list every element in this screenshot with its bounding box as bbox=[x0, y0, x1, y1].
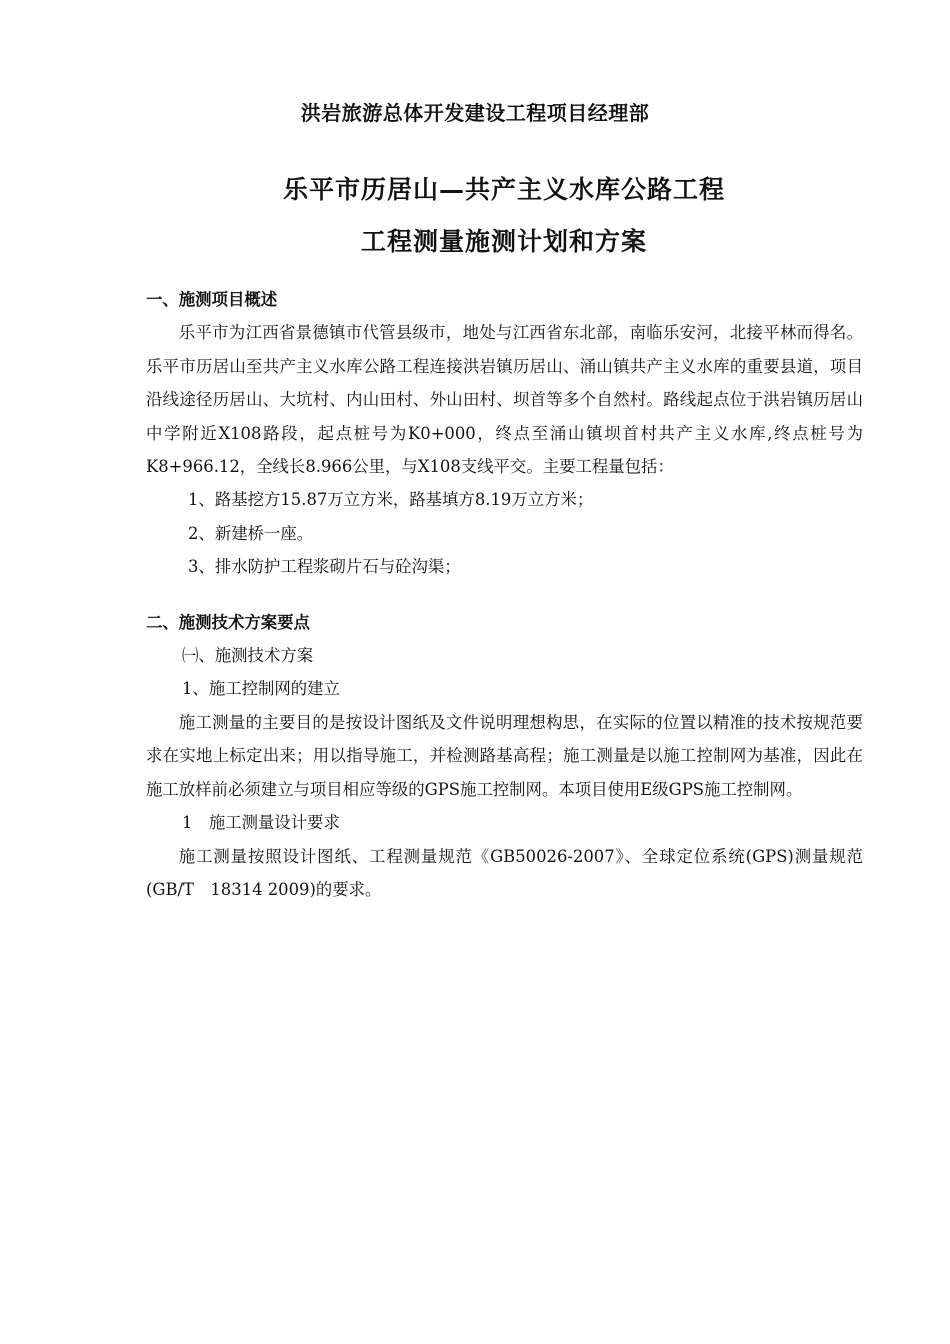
subsection-item-control-network: 1、施工控制网的建立 bbox=[182, 679, 340, 699]
document-title-line-1: 乐平市历居山—共产主义水库公路工程 bbox=[282, 175, 725, 204]
document-body bbox=[146, 283, 863, 906]
section-spacer bbox=[146, 584, 863, 606]
subsection-heading: ㈠、施测技术方案 bbox=[182, 646, 314, 666]
section-1-heading: 一、施测项目概述 bbox=[146, 290, 278, 309]
design-requirements-paragraph: 施工测量按照设计图纸、工程测量规范《GB50026-2007》、全球定位系统(GPS)测量规范(GB/T 18314 2009)的要求。 bbox=[146, 846, 863, 899]
subsection-item-design-requirements: 1 施工测量设计要求 bbox=[182, 813, 340, 833]
section-2-heading: 二、施测技术方案要点 bbox=[146, 612, 310, 632]
work-item-2: 2、新建桥一座。 bbox=[188, 523, 314, 543]
organization-title: 洪岩旅游总体开发建设工程项目经理部 bbox=[300, 101, 650, 125]
work-item-3: 3、排水防护工程浆砌片石与砼沟渠； bbox=[188, 557, 461, 577]
document-title-line-2: 工程测量施测计划和方案 bbox=[360, 227, 647, 256]
section-1-paragraph: 乐平市为江西省景德镇市代管县级市，地处与江西省东北部，南临乐安河，北接平林而得名。乐平市历居山至共产主义水库公路工程连接洪岩镇历居山、涌山镇共产主义水库的重要县道，项目沿线途径历居山、大坑村、内山田村、外山田村、坝首等多个自然村。路线起点位于洪岩镇历居山中学附近X108路段，起点桩号为K0+000，终点至涌山镇坝首村共产主义水库,终点桩号为K8+966.12，全线长8.966公里，与X108支线平交。主要工程量包括： bbox=[146, 323, 863, 477]
work-item-1: 1、路基挖方15.87万立方米，路基填方8.19万立方米； bbox=[188, 490, 594, 510]
control-network-paragraph: 施工测量的主要目的是按设计图纸及文件说明理想构思，在实际的位置以精准的技术按规范要求在实地上标定出来；用以指导施工，并检测路基高程；施工测量是以施工控制网为基准，因此在施工放样前必须建立与项目相应等级的GPS施工控制网。本项目使用E级GPS施工控制网。 bbox=[146, 712, 863, 799]
